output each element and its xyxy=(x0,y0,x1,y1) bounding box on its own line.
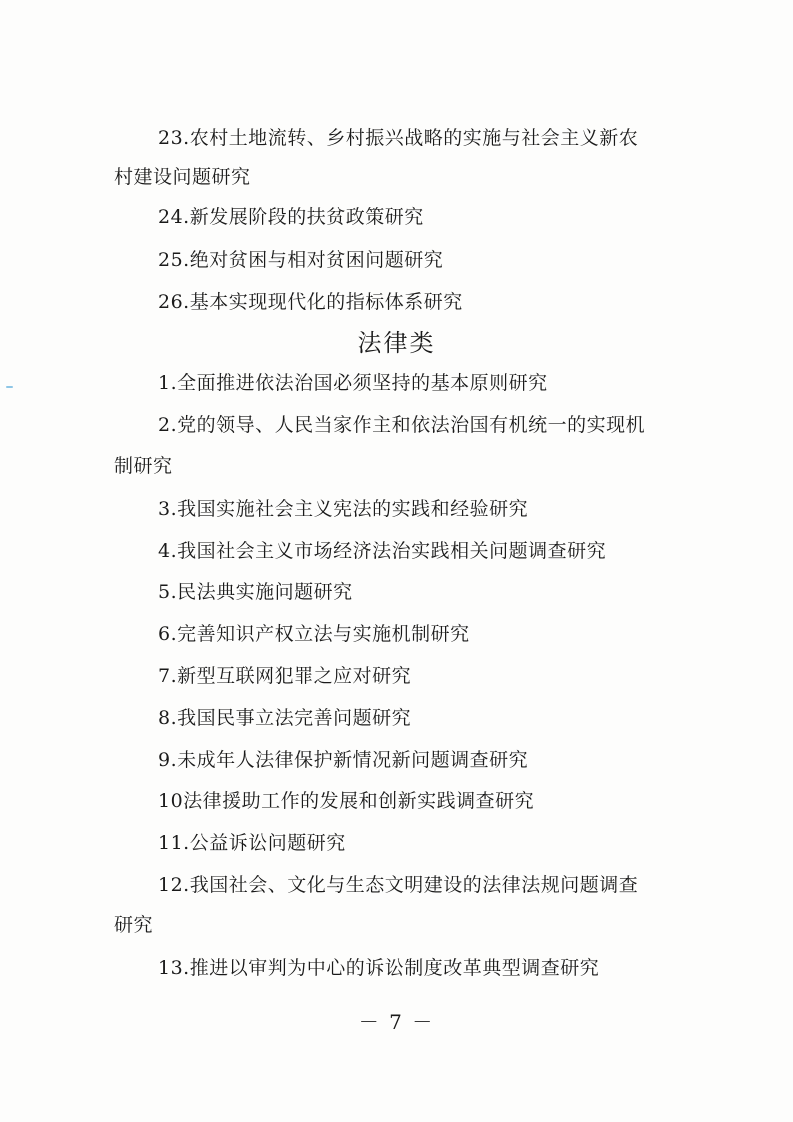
list-item: 23.农村土地流转、乡村振兴战略的实施与社会主义新农 xyxy=(158,127,639,149)
list-item-continuation: 村建设问题研究 xyxy=(114,166,251,188)
page-number: － 7 － xyxy=(358,1010,435,1034)
list-item: 3.我国实施社会主义宪法的实践和经验研究 xyxy=(158,498,529,520)
list-item: 11.公益诉讼问题研究 xyxy=(158,832,346,854)
list-item: 10法律援助工作的发展和创新实践调查研究 xyxy=(158,790,535,812)
list-item: 1.全面推进依法治国必须坚持的基本原则研究 xyxy=(158,372,548,394)
list-item: 13.推进以审判为中心的诉讼制度改革典型调查研究 xyxy=(158,957,600,979)
list-item: 7.新型互联网犯罪之应对研究 xyxy=(158,665,412,687)
list-item: 26.基本实现现代化的指标体系研究 xyxy=(158,291,463,313)
list-item: 24.新发展阶段的扶贫政策研究 xyxy=(158,206,424,228)
list-item: 8.我国民事立法完善问题研究 xyxy=(158,707,412,729)
list-item: 5.民法典实施问题研究 xyxy=(158,581,353,603)
list-item: 2.党的领导、人民当家作主和依法治国有机统一的实现机 xyxy=(158,414,646,436)
list-item: 4.我国社会主义市场经济法治实践相关问题调查研究 xyxy=(158,540,607,562)
scan-mark xyxy=(6,386,13,388)
list-item: 9.未成年人法律保护新情况新问题调查研究 xyxy=(158,749,529,771)
list-item: 25.绝对贫困与相对贫困问题研究 xyxy=(158,249,444,271)
list-item-continuation: 研究 xyxy=(114,914,154,936)
list-item: 12.我国社会、文化与生态文明建设的法律法规问题调查 xyxy=(158,874,639,896)
list-item: 6.完善知识产权立法与实施机制研究 xyxy=(158,623,470,645)
section-heading: 法律类 xyxy=(357,329,436,357)
list-item-continuation: 制研究 xyxy=(114,455,173,477)
